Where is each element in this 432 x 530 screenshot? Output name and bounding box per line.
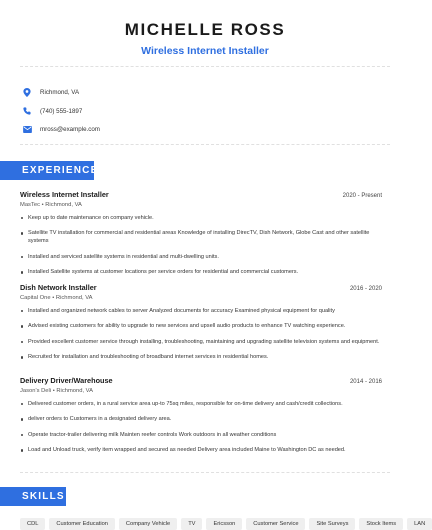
phone-icon	[22, 106, 32, 116]
job-entry	[20, 190, 382, 284]
job-bullet: Installed Satellite systems at customer locations per service orders for residential and commercial customers.	[20, 268, 382, 276]
job-bullet: Keep up to date maintenance on company vehicle.	[20, 214, 382, 222]
skill-tag: Site Surveys	[309, 518, 355, 530]
job-entry	[20, 376, 382, 462]
job-title: Wireless Internet Installer	[20, 190, 109, 199]
job-dates: 2014 - 2016	[349, 379, 382, 385]
job-bullet: Satellite TV installation for commercial and residential areas Knowledge of installing DirecTV, Dish Network, Globe Cast and other satellite systems	[20, 229, 382, 245]
skills-heading: SKILLS	[0, 487, 66, 506]
skill-tag: Customer Education	[49, 518, 115, 530]
email-text: mross@example.com	[40, 126, 100, 133]
job-bullet: Advised existing customers for ability to upgrade to new services and upsell audio products to enhance TV watching experience.	[20, 322, 382, 330]
contact-location	[22, 83, 322, 101]
skill-tag: TV	[181, 518, 202, 530]
experience-heading: EXPERIENCE	[0, 161, 94, 180]
phone-text: (740) 555-1897	[40, 107, 83, 115]
header-divider	[20, 66, 390, 67]
job-bullet: Load and Unload truck, verify item wrapped and secured as needed Delivery area included Maine to Washington DC as needed.	[20, 446, 382, 454]
skill-tag: Ericsson	[206, 518, 242, 530]
skills-list	[20, 518, 426, 530]
job-bullets	[20, 214, 382, 276]
location-text: Richmond, VA	[40, 88, 80, 96]
job-dates: 2020 - Present	[342, 193, 382, 199]
job-title: Delivery Driver/Warehouse	[20, 376, 113, 385]
contact-phone	[22, 102, 322, 120]
map-pin-icon	[22, 87, 32, 97]
job-company: Jason's Deli • Richmond, VA	[20, 388, 93, 394]
job-entry	[20, 283, 382, 369]
job-bullet: Recruited for installation and troubleshooting of broadband internet services in residential homes.	[20, 353, 382, 361]
job-bullet: Installed and organized network cables to server Analyzed documents for accuracy Examined physical equipment for quality	[20, 307, 382, 315]
resume-header	[0, 20, 410, 58]
job-bullets	[20, 307, 382, 361]
candidate-name: MICHELLE ROSS	[124, 20, 286, 39]
job-bullet: Installed and serviced satellite systems in residential and multi-dwelling units.	[20, 253, 382, 261]
experience-divider	[20, 472, 390, 473]
envelope-icon	[22, 125, 32, 135]
job-company: Capital One • Richmond, VA	[20, 295, 93, 301]
skill-tag: Stock Items	[359, 518, 403, 530]
skill-tag: CDL	[20, 518, 45, 530]
job-title: Dish Network Installer	[20, 283, 97, 292]
skill-tag: Customer Service	[246, 518, 305, 530]
job-company: MasTec • Richmond, VA	[20, 202, 82, 208]
job-dates: 2016 - 2020	[349, 286, 382, 292]
job-bullet: Operate tractor-trailer delivering milk Mainten reefer controls Work outdoors in all weather conditions	[20, 431, 382, 439]
contact-email	[22, 121, 322, 139]
skill-tag: LAN	[407, 518, 432, 530]
contact-divider	[20, 144, 390, 145]
contact-list	[22, 83, 322, 139]
job-bullet: Provided excellent customer service through installing, troubleshooting, maintaining and upgrading satellite television systems and equipment.	[20, 338, 382, 346]
job-bullet: deliver orders to Customers in a designated delivery area.	[20, 415, 382, 423]
skill-tag: Company Vehicle	[119, 518, 177, 530]
job-bullet: Delivered customer orders, in a rural service area up-to 75sq miles, responsible for on-time delivery and cash/credit collections.	[20, 400, 382, 408]
candidate-title: Wireless Internet Installer	[141, 45, 269, 57]
job-bullets	[20, 400, 382, 454]
